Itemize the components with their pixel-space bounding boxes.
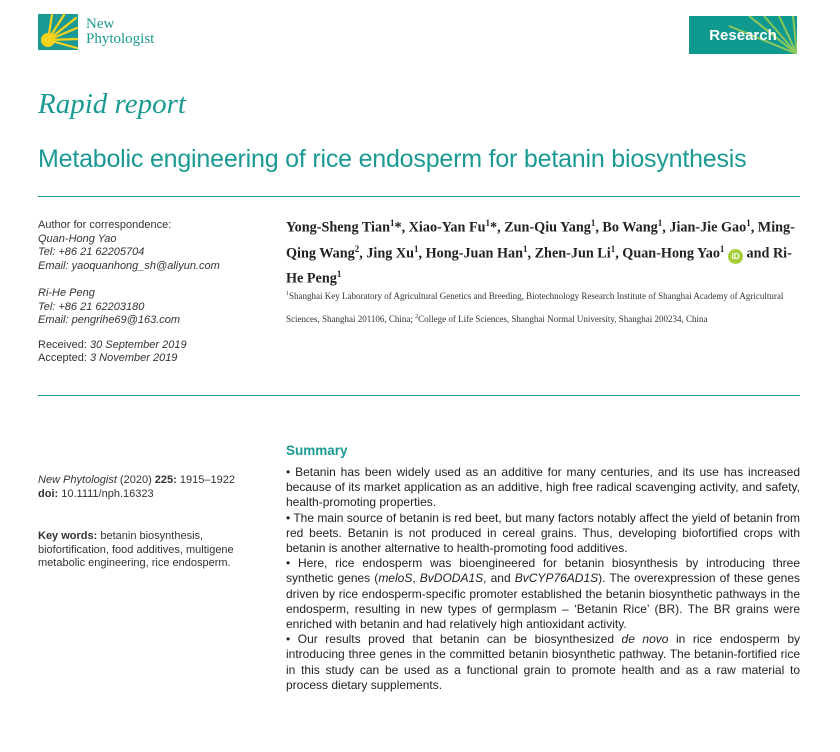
summary-text: • Here, rice endosperm was bioengineered for betanin biosynthesis by introducing three synthetic genes ( [286,556,800,586]
author-affil-sup: 1 [523,243,528,254]
accepted-label: Accepted: [38,352,90,364]
citation-year: (2020) [116,474,155,486]
summary-body [286,465,800,693]
keywords-label: Key words: [38,530,98,542]
author-name[interactable]: Yong-Sheng Tian [286,219,390,236]
journal-name [86,17,154,47]
author-separator: , [527,245,535,262]
author-separator: *, [490,219,505,236]
summary-italic: de novo [621,632,669,647]
affiliations [286,284,806,330]
correspondence-author1-email[interactable]: Email: yaoquanhong_sh@aliyun.com [38,259,220,272]
author-name[interactable]: Xiao-Yan Fu [408,219,486,236]
correspondence-author2-email[interactable]: Email: pengrihe69@163.com [38,314,181,326]
journal-logo [38,14,154,50]
summary-bullet-2: • The main source of betanin is red beet, but many factors notably affect the yield of betanin from red beets. Betanin is not produced in cereal grains. Thus, developing biofortified crops with betanin is another alternative to health-promoting food additives. [286,510,800,556]
author-affil-sup: 1 [336,269,342,280]
affiliation-sup: 1 [286,291,289,297]
summary-text: , [412,571,420,586]
received-line [38,339,263,353]
author-separator: , [615,245,623,262]
author-name[interactable]: Jing Xu [366,245,415,262]
author-name[interactable]: Quan-Hong Yao [622,245,720,262]
author-affil-sup: 2 [354,243,360,254]
gene-name: BvDODA1S [419,571,484,586]
gene-name: BvCYP76AD1S [514,571,599,586]
correspondence-block [38,219,263,366]
received-date: 30 September 2019 [89,338,187,351]
journal-name-line2: Phytologist [86,31,155,47]
affiliation-1: Shanghai Key Laboratory of Agricultural Genetics and Breeding, Biotechnology Research Institute of Shanghai Academy of Agricultural Sciences, Shanghai 201106, China; [286,291,784,324]
author-name[interactable]: Hong-Juan Han [425,245,523,262]
author-affil-sup: 1 [746,218,751,228]
author-name[interactable]: Zhen-Jun Li [534,245,611,262]
citation-pages: 1915–1922 [176,474,235,486]
author-separator: , [662,219,670,236]
correspondence-author2-name: Ri-He Peng [38,287,95,299]
author-affil-sup: 1 [590,218,596,228]
correspondence-author2-tel: Tel: +86 21 62203180 [38,300,145,313]
summary-text: • Our results proved that betanin can be biosynthesized [286,632,622,647]
correspondence-author1-name: Quan-Hong Yao [38,232,117,245]
gene-name: meloS [378,571,413,586]
doi-label: doi: [38,487,59,500]
doi-link[interactable]: 10.1111/nph.16323 [58,487,154,500]
doi-line [38,488,263,502]
author-separator: , [418,245,426,262]
author-list [286,213,806,290]
author-affil-sup: 1 [610,243,616,254]
author-separator: *, [394,219,409,236]
author-separator: , [750,219,758,236]
author-separator: , [595,219,603,236]
orcid-icon[interactable]: iD [728,249,743,264]
summary-bullet-4 [286,632,800,693]
affiliation-2: College of Life Sciences, Shanghai Normal University, Shanghai 200234, China [418,314,708,324]
summary-text: ). The overexpression of these genes driven by rice endosperm-specific promoter established the betanin biosynthetic pathways in the endosperm, resulting in new types of germplasm – ‘Betanin Rice’ (BR). The BR grains were enriched with betanin and had relatively high antioxidant activity. [286,571,800,632]
keywords-block [38,530,263,571]
correspondence-author1-tel: Tel: +86 21 62205704 [38,246,145,258]
article-type: Rapid report [38,88,186,120]
summary-bullet-3 [286,556,800,632]
divider-middle [38,395,800,396]
author-affil-sup: 1 [485,218,491,228]
author-name[interactable]: Zun-Qiu Yang [504,219,591,236]
accepted-line [38,352,263,366]
affiliation-sup: 2 [415,314,419,320]
divider-top [38,196,800,197]
author-name[interactable]: Ri-He Peng [286,245,792,288]
correspondence-label: Author for correspondence: [38,219,172,231]
summary-text: in rice endosperm by introducing three genes in the committed betanin biosynthetic pathway. The betanin-fortified rice in this study can be used as a functional grain to promote health and as a raw material to process dietary supplements. [286,632,800,692]
journal-name-line1: New [86,16,115,32]
received-label: Received: [38,338,90,351]
section-badge-label: Research [709,26,777,44]
section-badge [689,16,797,54]
keywords-text: betanin biosynthesis, biofortification, food additives, multigene metabolic engineering, rice endosperm. [38,530,234,569]
author-conjunction: and [742,245,773,262]
author-name[interactable]: Ming-Qing Wang [286,219,795,262]
keywords-line [38,530,263,571]
sunburst-logo-icon [38,14,78,50]
author-name[interactable]: Jian-Jie Gao [669,219,747,236]
citation-block [38,474,263,501]
citation-volume: 225: [154,474,177,486]
summary-heading: Summary [286,443,348,458]
citation-line [38,474,263,488]
summary-text: , and [483,571,515,586]
author-affil-sup: 1 [719,243,725,254]
author-name[interactable]: Bo Wang [602,219,658,236]
article-title: Metabolic engineering of rice endosperm for betanin biosynthesis [38,145,747,173]
summary-bullet-1: • Betanin has been widely used as an additive for many centuries, and its use has increased because of its market application as an additive, high free radical scavenging activity, and safety, health-promoting properties. [286,465,800,510]
citation-journal: New Phytologist [38,474,117,486]
author-separator: , [359,245,367,262]
author-affil-sup: 1 [414,243,419,254]
author-affil-sup: 1 [657,218,663,228]
accepted-date: 3 November 2019 [89,352,178,364]
author-affil-sup: 1 [389,218,395,228]
